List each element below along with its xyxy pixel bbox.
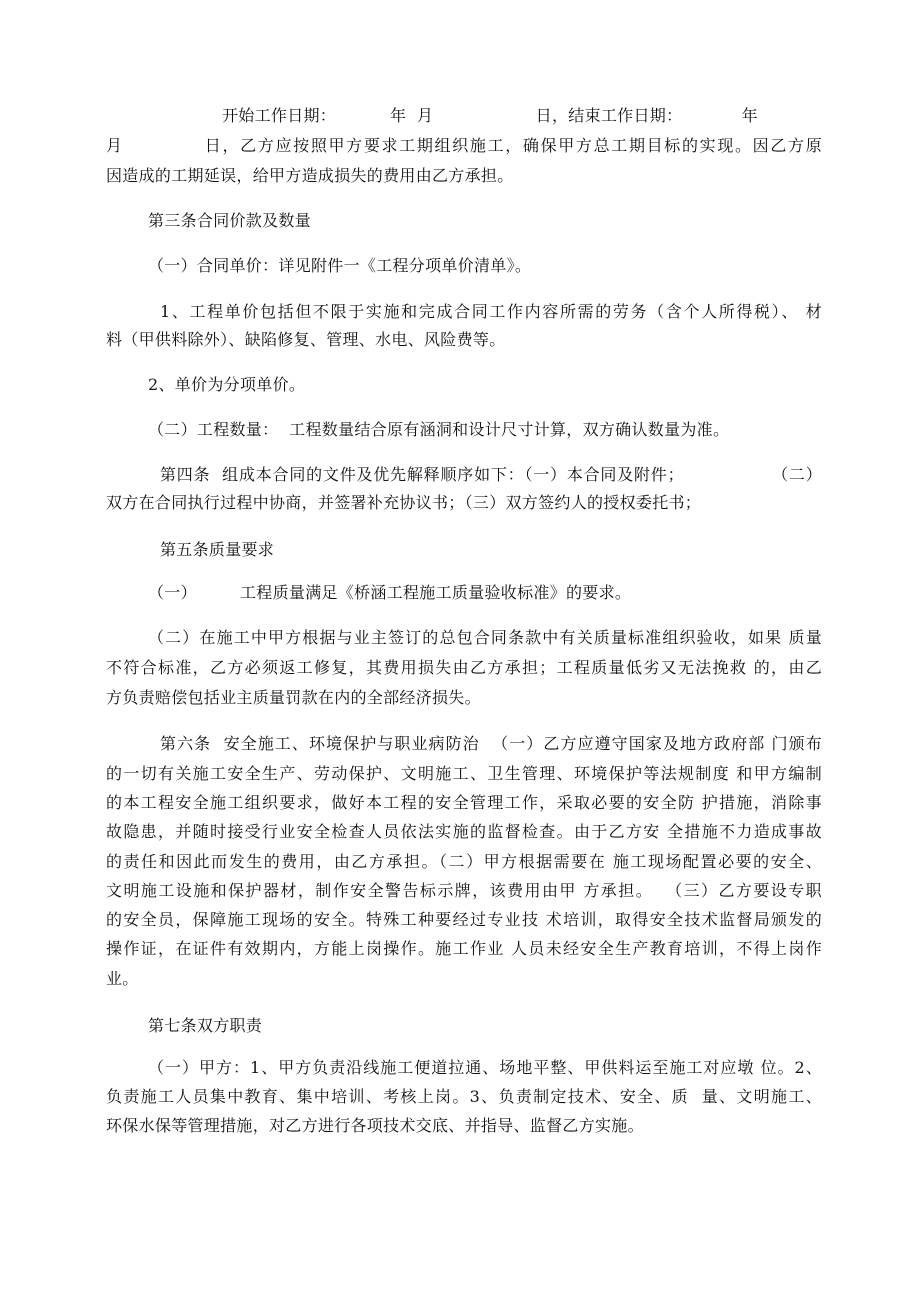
article-6-line-1: 第六条 安全施工、环境保护与职业病防治 （一）乙方应遵守国家及地方政府部 门颁布 [160, 734, 822, 753]
article-6-line-7: 的安全员，保障施工现场的安全。特殊工种要经过专业技 术培训，取得安全技术监督局颁发的 [106, 910, 822, 929]
article-6-line-9: 业。 [106, 969, 139, 988]
article-6-line-6: 文明施工设施和保护器材，制作安全警告标示牌，该费用由甲 方承担。 （三）乙方要设专职 [106, 881, 822, 900]
work-dates-line-1: 开始工作日期： 年 月 日，结束工作日期： 年 [222, 106, 758, 125]
unit-price-scope-line-1: 1、工程单价包括但不限于实施和完成合同工作内容所需的劳务（含个人所得税）、 材 [160, 302, 822, 321]
article-3-heading: 第三条合同价款及数量 [148, 211, 312, 230]
quality-standard-line: （一） 工程质量满足《桥涵工程施工质量验收标准》的要求。 [148, 583, 632, 602]
article-5-heading: 第五条质量要求 [160, 540, 275, 559]
article-6-line-5: 的责任和因此而发生的费用，由乙方承担。（二）甲方根据需要在 施工现场配置必要的安全、 [106, 852, 822, 871]
article-4-line-1: 第四条 组成本合同的文件及优先解释顺序如下：（一）本合同及附件； （二） [160, 465, 822, 484]
party-a-duties-line-2: 负责施工人员集中教育、集中培训、考核上岗。3、负责制定技术、安全、质 量、文明施工、 [106, 1087, 822, 1106]
quantity-line: （二）工程数量： 工程数量结合原有涵洞和设计尺寸计算，双方确认数量为准。 [148, 420, 730, 439]
work-dates-line-2: 月 日，乙方应按照甲方要求工期组织施工，确保甲方总工期目标的实现。因乙方原 [106, 136, 822, 155]
party-a-duties-line-3: 环保水保等管理措施，对乙方进行各项技术交底、并指导、监督乙方实施。 [106, 1116, 644, 1135]
article-7-heading: 第七条双方职责 [148, 1016, 263, 1035]
itemized-price-line: 2、单价为分项单价。 [148, 375, 306, 394]
quality-acceptance-line-2: 不符合标准，乙方必须返工修复，其费用损失由乙方承担；工程质量低劣又无法挽救 的，由乙 [106, 658, 822, 677]
article-6-line-2: 的一切有关施工安全生产、劳动保护、文明施工、卫生管理、环境保护等法规制度 和甲方编制 [106, 764, 822, 783]
article-4-line-2: 双方在合同执行过程中协商，并签署补充协议书；（三）双方签约人的授权委托书； [106, 493, 702, 512]
article-6-line-4: 故隐患，并随时接受行业安全检查人员依法实施的监督检查。由于乙方安 全措施不力造成事故 [106, 822, 822, 841]
party-a-duties-line-1: （一）甲方：1、甲方负责沿线施工便道拉通、场地平整、甲供料运至施工对应墩 位。2、 [148, 1058, 822, 1077]
unit-price-line: （一）合同单价：详见附件一《工程分项单价清单》。 [148, 256, 532, 275]
article-6-line-3: 的本工程安全施工组织要求，做好本工程的安全管理工作，采取必要的安全防 护措施，消除事 [106, 793, 822, 812]
unit-price-scope-line-2: 料（甲供料除外）、缺陷修复、管理、水电、风险费等。 [106, 330, 506, 349]
quality-acceptance-line-1: （二）在施工中甲方根据与业主签订的总包合同条款中有关质量标准组织验收，如果 质量 [148, 628, 822, 647]
work-dates-line-3: 因造成的工期延误，给甲方造成损失的费用由乙方承担。 [106, 166, 514, 185]
article-6-line-8: 操作证，在证件有效期内，方能上岗操作。施工作业 人员未经安全生产教育培训，不得上岗作 [106, 939, 822, 958]
quality-acceptance-line-3: 方负责赔偿包括业主质量罚款在内的全部经济损失。 [106, 688, 481, 707]
